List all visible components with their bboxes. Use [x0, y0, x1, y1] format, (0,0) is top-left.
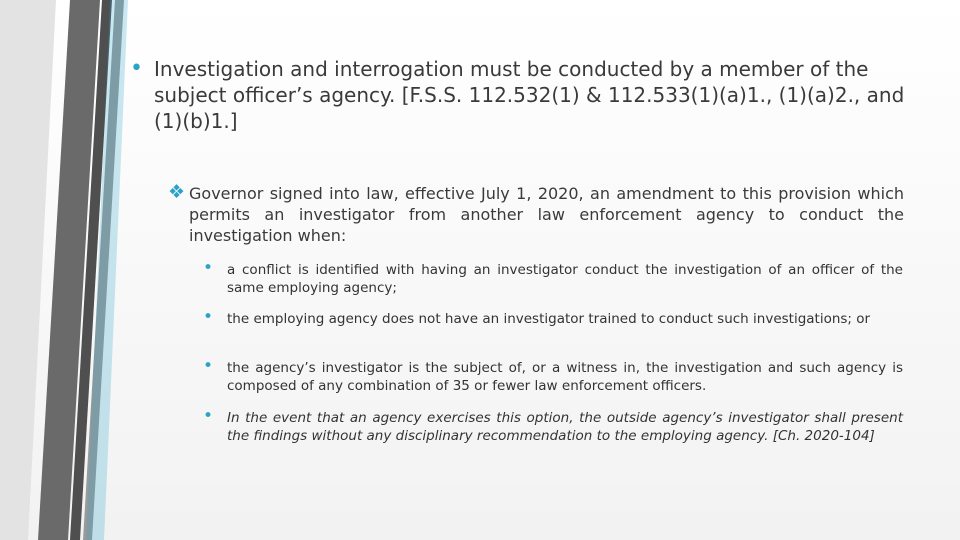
condition-text: the employing agency does not have an investigator trained to conduct such investigations; or [227, 311, 871, 327]
main-bullet [130, 56, 910, 134]
condition-text: In the event that an agency exercises this option, the outside agency’s investigator shall present the findings without any disciplinary recommendation to the employing agency. [Ch. 2020-104] [227, 410, 903, 444]
main-bullet-text: Investigation and interrogation must be conducted by a member of the subject officer’s agency. [F.S.S. 112.532(1) & 112.533(1)(a)1., (1)(a)2., and (1)(b)1.] [154, 57, 905, 133]
condition-item [203, 356, 903, 395]
condition-text: the agency’s investigator is the subject of, or a witness in, the investigation and such agency is composed of any combination of 35 or fewer law enforcement officers. [227, 360, 903, 394]
condition-item [203, 258, 903, 297]
sub-bullet-text: Governor signed into law, effective July 1, 2020, an amendment to this provision which permits an investigator from another law enforcement agency to conduct the investigation when: [189, 184, 904, 245]
main-bullet-marker: • [130, 56, 143, 81]
condition-text: a conflict is identified with having an investigator conduct the investigation of an officer of the same employing agency; [227, 262, 903, 296]
condition-bullet-marker: • [203, 258, 214, 278]
condition-item [203, 406, 903, 445]
condition-bullet-marker: • [203, 406, 214, 426]
condition-bullet-marker: • [203, 356, 214, 376]
condition-bullet-marker: • [203, 307, 214, 327]
sub-bullet [168, 183, 904, 246]
condition-item [203, 307, 903, 328]
diamond-bullet-icon: ❖ [168, 181, 186, 203]
